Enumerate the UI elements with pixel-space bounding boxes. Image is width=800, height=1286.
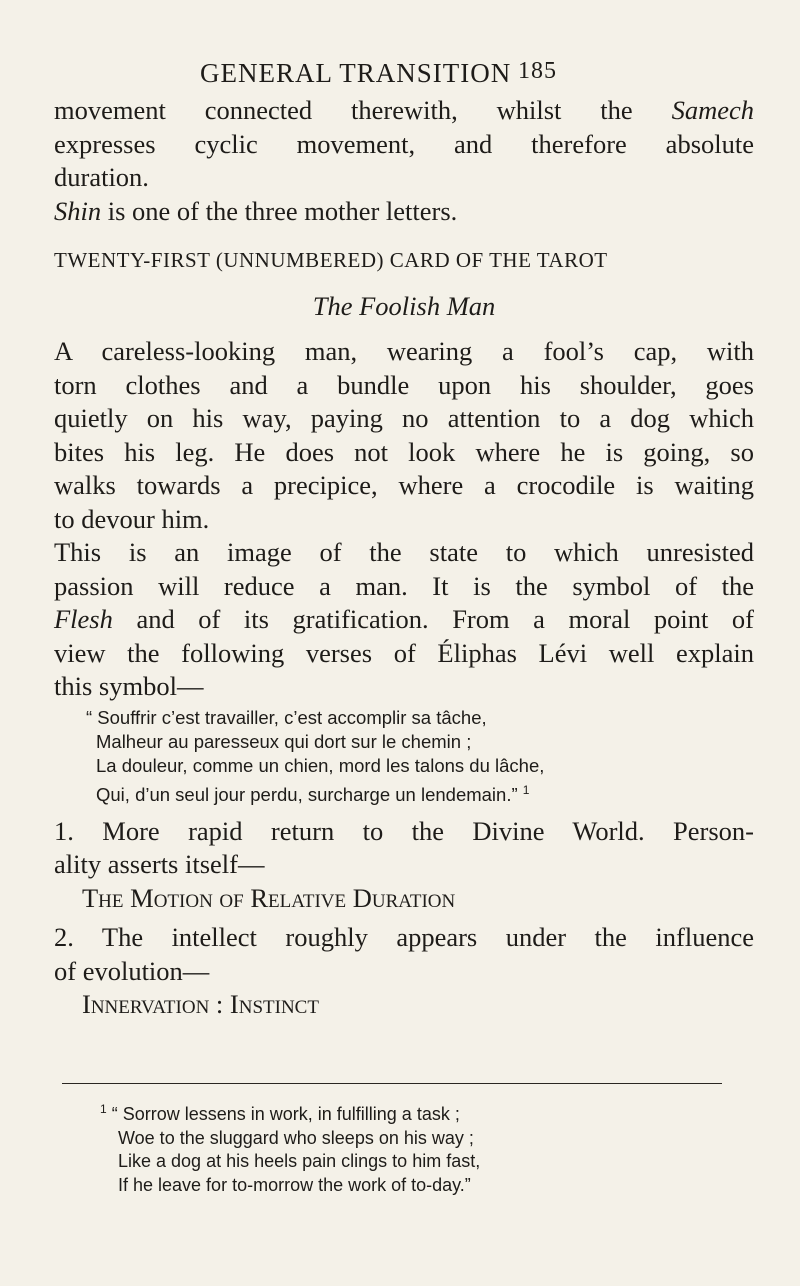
paragraph-line: view the following verses of Éliphas Lévi well explain	[54, 637, 754, 668]
footnote-line: Woe to the sluggard who sleeps on his way ;	[118, 1127, 474, 1148]
card-title: The Foolish Man	[312, 290, 496, 321]
verse-line: “ Souffrir c’est travailler, c’est accomplir sa tâche,	[86, 706, 487, 728]
paragraph-line: ality asserts itself—	[54, 849, 265, 880]
paragraph-line: walks towards a precipice, where a crocodile is waiting	[54, 470, 754, 500]
paragraph-line: this symbol—	[54, 671, 204, 701]
section-subheading: Innervation : Instinct	[82, 989, 319, 1020]
footnote-line: $^1$ “ Sorrow lessens in work, in fulfilling a task ;	[100, 1102, 460, 1124]
verse-line: Malheur au paresseux qui dort sur le chemin ;	[96, 730, 472, 752]
french-verse	[54, 706, 754, 807]
running-title: GENERAL TRANSITION	[200, 58, 512, 88]
footnote-line: If he leave for to-morrow the work of to-day.”	[118, 1174, 471, 1195]
paragraph-line: expresses cyclic movement, and therefore absolute	[54, 128, 754, 159]
paragraph-line: 2. The intellect roughly appears under the influence	[54, 922, 754, 953]
paragraph-line: of evolution—	[54, 955, 210, 986]
footnote-rule	[62, 1083, 722, 1084]
paragraph-line: torn clothes and a bundle upon his shoulder, goes	[54, 369, 754, 400]
footnote-mark: 1	[100, 1102, 107, 1116]
footnote-ref: 1	[522, 782, 530, 797]
section-subheading: The Motion of Relative Duration	[82, 882, 456, 913]
card-heading: TWENTY-FIRST (UNNUMBERED) CARD OF THE TAROT	[54, 248, 608, 272]
paragraph-line: This is an image of the state to which unresisted	[54, 537, 754, 567]
paragraph-line: quietly on his way, paying no attention to a dog which	[54, 403, 754, 433]
paragraph-line: 1. More rapid return to the Divine World. Person-	[54, 815, 754, 846]
footnote	[100, 1098, 740, 1197]
paragraph-line: passion will reduce a man. It is the symbol of the	[54, 570, 754, 601]
paragraph-line: Shin is one of the three mother letters.	[54, 195, 458, 226]
paragraph-line: to devour him.	[54, 503, 210, 534]
paragraph-line: Flesh and of its gratification. From a moral point of	[54, 604, 754, 634]
verse-line: Qui, d’un seul jour perdu, surcharge un lendemain.” $^1$	[96, 782, 530, 805]
paragraph-line: A careless-looking man, wearing a fool’s cap, with	[54, 336, 754, 366]
paragraph-line: movement connected therewith, whilst the Samech	[54, 95, 754, 125]
footnote-line: Like a dog at his heels pain clings to him fast,	[118, 1151, 481, 1171]
paragraph-line: duration.	[54, 162, 149, 192]
page-number: 185	[518, 58, 557, 84]
paragraph-line: bites his leg. He does not look where he is going, so	[54, 436, 754, 467]
page-body	[54, 94, 754, 1022]
verse-line: La douleur, comme un chien, mord les talons du lâche,	[96, 754, 545, 776]
